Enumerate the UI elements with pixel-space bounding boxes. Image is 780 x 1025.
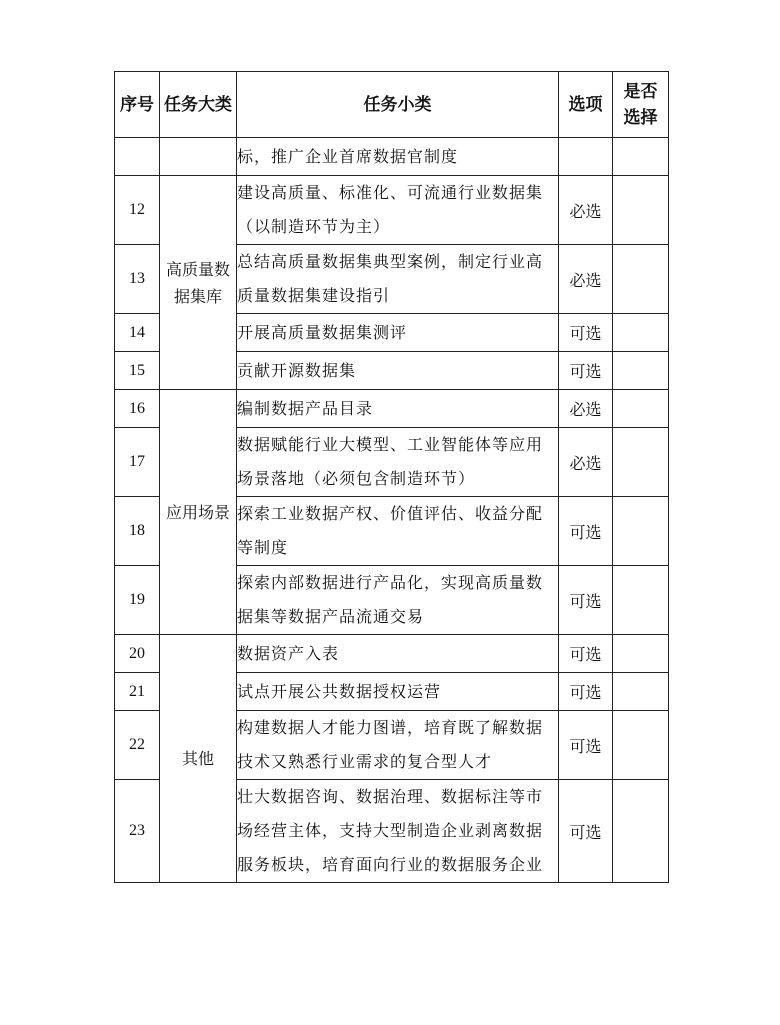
subcategory-line: 贡献开源数据集 (237, 360, 357, 380)
subcategory-cell (237, 711, 559, 780)
option-cell: 必选 (559, 390, 613, 428)
table-header-row (115, 72, 669, 138)
subcategory-cell (237, 428, 559, 497)
select-cell[interactable] (613, 176, 669, 245)
task-selection-table (114, 71, 669, 883)
option-cell: 必选 (559, 428, 613, 497)
subcategory-line: 技术又熟悉行业需求的复合型人才 (237, 752, 493, 771)
seq-cell: 23 (115, 780, 160, 883)
seq-cell: 13 (115, 245, 160, 314)
subcategory-line: 建设高质量、标准化、可流通行业数据集 (237, 183, 544, 202)
subcategory-line: 数据赋能行业大模型、工业智能体等应用 (237, 435, 544, 454)
option-cell: 可选 (559, 497, 613, 566)
category-line: 据集库 (173, 286, 222, 306)
seq-cell (115, 138, 160, 176)
option-cell: 可选 (559, 780, 613, 883)
subcategory-line: 服务板块，培育面向行业的数据服务企业 (237, 855, 544, 874)
option-cell: 可选 (559, 352, 613, 390)
table-row (115, 390, 669, 428)
subcategory-line: （以制造环节为主） (237, 217, 391, 236)
subcategory-line: 场景落地（必须包含制造环节） (237, 469, 476, 488)
subcategory-cell (237, 673, 559, 711)
category-cell-empty (160, 138, 237, 176)
subcategory-line: 开展高质量数据集测评 (237, 322, 408, 342)
option-cell: 可选 (559, 711, 613, 780)
subcategory-line: 场经营主体，支持大型制造企业剥离数据 (237, 821, 544, 840)
select-cell[interactable] (613, 390, 669, 428)
select-cell[interactable] (613, 711, 669, 780)
seq-cell: 21 (115, 673, 160, 711)
header-select (613, 72, 669, 138)
header-subcategory: 任务小类 (237, 72, 559, 138)
subcategory-line: 编制数据产品目录 (237, 398, 374, 418)
subcategory-cell (237, 314, 559, 352)
option-cell: 可选 (559, 566, 613, 635)
option-cell: 可选 (559, 314, 613, 352)
option-cell: 可选 (559, 673, 613, 711)
subcategory-cell (237, 635, 559, 673)
select-cell[interactable] (613, 352, 669, 390)
option-cell: 必选 (559, 176, 613, 245)
header-select-line1: 是否 (623, 81, 658, 102)
subcategory-line: 探索工业数据产权、价值评估、收益分配 (237, 504, 544, 523)
select-cell[interactable] (613, 780, 669, 883)
category-cell-scenario: 应用场景 (160, 390, 237, 635)
subcategory-line: 试点开展公共数据授权运营 (237, 681, 442, 701)
subcategory-line: 探索内部数据进行产品化，实现高质量数 (237, 573, 544, 592)
table-row (115, 138, 669, 176)
seq-cell: 12 (115, 176, 160, 245)
subcategory-line: 据集等数据产品流通交易 (237, 607, 425, 626)
subcategory-cell (237, 176, 559, 245)
category-cell-hq-dataset (160, 176, 237, 390)
option-cell (559, 138, 613, 176)
seq-cell: 17 (115, 428, 160, 497)
subcategory-cell (237, 245, 559, 314)
seq-cell: 22 (115, 711, 160, 780)
seq-cell: 18 (115, 497, 160, 566)
subcategory-line: 质量数据集建设指引 (237, 286, 391, 305)
subcategory-cell (237, 497, 559, 566)
subcategory-line: 等制度 (237, 538, 289, 557)
subcategory-line: 数据资产入表 (237, 643, 340, 663)
select-cell[interactable] (613, 673, 669, 711)
subcategory-cell (237, 566, 559, 635)
option-cell: 可选 (559, 635, 613, 673)
select-cell[interactable] (613, 138, 669, 176)
subcategory-line: 总结高质量数据集典型案例，制定行业高 (237, 252, 544, 271)
header-select-line2: 选择 (623, 107, 658, 128)
subcategory-cell (237, 352, 559, 390)
header-category: 任务大类 (160, 72, 237, 138)
subcategory-line: 壮大数据咨询、数据治理、数据标注等市 (237, 787, 544, 806)
header-option: 选项 (559, 72, 613, 138)
select-cell[interactable] (613, 314, 669, 352)
seq-cell: 15 (115, 352, 160, 390)
select-cell[interactable] (613, 635, 669, 673)
option-cell: 必选 (559, 245, 613, 314)
select-cell[interactable] (613, 497, 669, 566)
seq-cell: 14 (115, 314, 160, 352)
select-cell[interactable] (613, 245, 669, 314)
table-row (115, 635, 669, 673)
seq-cell: 16 (115, 390, 160, 428)
seq-cell: 20 (115, 635, 160, 673)
select-cell[interactable] (613, 428, 669, 497)
category-line: 高质量数 (165, 259, 230, 279)
subcategory-cell (237, 138, 559, 176)
subcategory-cell (237, 780, 559, 883)
seq-cell: 19 (115, 566, 160, 635)
category-cell-other: 其他 (160, 635, 237, 883)
header-seq: 序号 (115, 72, 160, 138)
subcategory-line: 构建数据人才能力图谱，培育既了解数据 (237, 718, 544, 737)
subcategory-line: 标，推广企业首席数据官制度 (237, 146, 459, 166)
subcategory-cell (237, 390, 559, 428)
table-row (115, 176, 669, 245)
select-cell[interactable] (613, 566, 669, 635)
